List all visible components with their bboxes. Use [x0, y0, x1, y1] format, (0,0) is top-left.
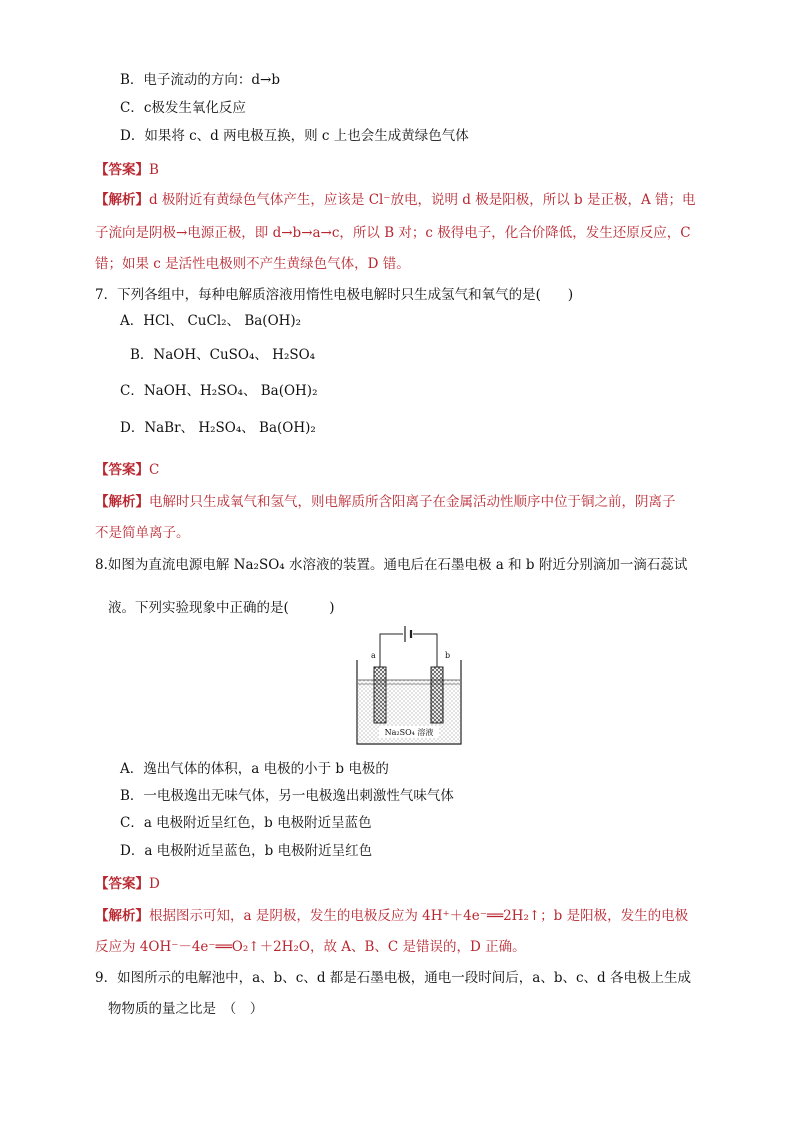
- q9-stem-line-1: 9．如图所示的电解池中，a、b、c、d 都是石墨电极，通电一段时间后，a、b、c、d 各电极上生成: [95, 970, 691, 986]
- q7-option-c: C．NaOH、H₂SO₄、 Ba(OH)₂: [120, 383, 318, 399]
- q7-stem: 7．下列各组中，每种电解质溶液用惰性电极电解时只生成氢气和氧气的是( ): [95, 287, 574, 303]
- q6-answer: [95, 160, 159, 180]
- analysis-text: 根据图示可知，a 是阴极，发生的电极反应为 4H⁺＋4e⁻══2H₂↑；b 是阳极，发生的电极: [149, 908, 689, 924]
- q7-option-b: B．NaOH、CuSO₄、 H₂SO₄: [130, 347, 316, 363]
- q8-option-a: A．逸出气体的体积，a 电极的小于 b 电极的: [120, 761, 389, 777]
- q8-option-c: C．a 电极附近呈红色，b 电极附近呈蓝色: [120, 815, 372, 831]
- analysis-tag: 【解析】: [95, 908, 149, 924]
- solution-label: Na₂SO₄ 溶液: [384, 728, 434, 737]
- answer-value: C: [149, 462, 160, 478]
- answer-tag: 【答案】: [95, 162, 149, 178]
- answer-tag: 【答案】: [95, 876, 149, 892]
- electrode-a: [374, 667, 386, 723]
- answer-tag: 【答案】: [95, 462, 149, 478]
- circuit-wire: [380, 634, 437, 667]
- q8-answer: [95, 874, 160, 894]
- analysis-tag: 【解析】: [95, 192, 149, 208]
- electrode-b: [431, 667, 443, 723]
- q7-analysis-line-1: [95, 492, 676, 512]
- q6-analysis-line-3: 错；如果 c 是活性电极则不产生黄绿色气体，D 错。: [95, 256, 410, 272]
- analysis-tag: 【解析】: [95, 494, 149, 510]
- q8-option-b: B．一电极逸出无味气体，另一电极逸出刺激性气味气体: [120, 788, 454, 804]
- q7-analysis-line-2: 不是简单离子。: [95, 525, 190, 541]
- q7-answer: [95, 460, 159, 480]
- q6-analysis-line-1: [95, 190, 696, 210]
- electrolysis-apparatus-svg: [345, 622, 475, 752]
- answer-value: B: [149, 162, 159, 178]
- answer-value: D: [149, 876, 160, 892]
- q6-analysis-line-2: 子流向是阴极→电源正极，即 d→b→a→c，所以 B 对；c 极得电子，化合价降低，发生还原反应，C: [95, 225, 691, 241]
- q7-option-d: D．NaBr、 H₂SO₄、 Ba(OH)₂: [120, 420, 316, 436]
- q8-stem-line-2: 液。下列实验现象中正确的是( ): [108, 600, 335, 616]
- q6-option-c: C．c极发生氧化反应: [120, 100, 246, 116]
- q8-analysis-line-2: 反应为 4OH⁻－4e⁻══O₂↑＋2H₂O，故 A、B、C 是错误的，D 正确。: [95, 939, 526, 955]
- q8-option-d: D．a 电极附近呈蓝色，b 电极附近呈红色: [120, 843, 373, 859]
- q8-stem-line-1: 8.如图为直流电源电解 Na₂SO₄ 水溶液的装置。通电后在石墨电极 a 和 b 附近分别滴加一滴石蕊试: [95, 557, 688, 573]
- q6-option-d: D．如果将 c、d 两电极互换，则 c 上也会生成黄绿色气体: [120, 128, 469, 144]
- electrode-a-label: a: [371, 651, 376, 660]
- q9-stem-line-2: 物物质的量之比是 （ ）: [108, 1001, 264, 1017]
- analysis-text: 电解时只生成氧气和氢气，则电解质所含阳离子在金属活动性顺序中位于铜之前，阴离子: [149, 494, 676, 510]
- q6-option-b: B．电子流动的方向：d→b: [120, 72, 281, 88]
- q8-analysis-line-1: [95, 906, 688, 926]
- electrolysis-diagram: [345, 622, 475, 752]
- q7-option-a: A．HCl、 CuCl₂、 Ba(OH)₂: [120, 313, 302, 329]
- electrode-b-label: b: [445, 651, 451, 660]
- analysis-text: d 极附近有黄绿色气体产生，应该是 Cl⁻放电，说明 d 极是阳极，所以 b 是正极，A 错；电: [149, 192, 696, 208]
